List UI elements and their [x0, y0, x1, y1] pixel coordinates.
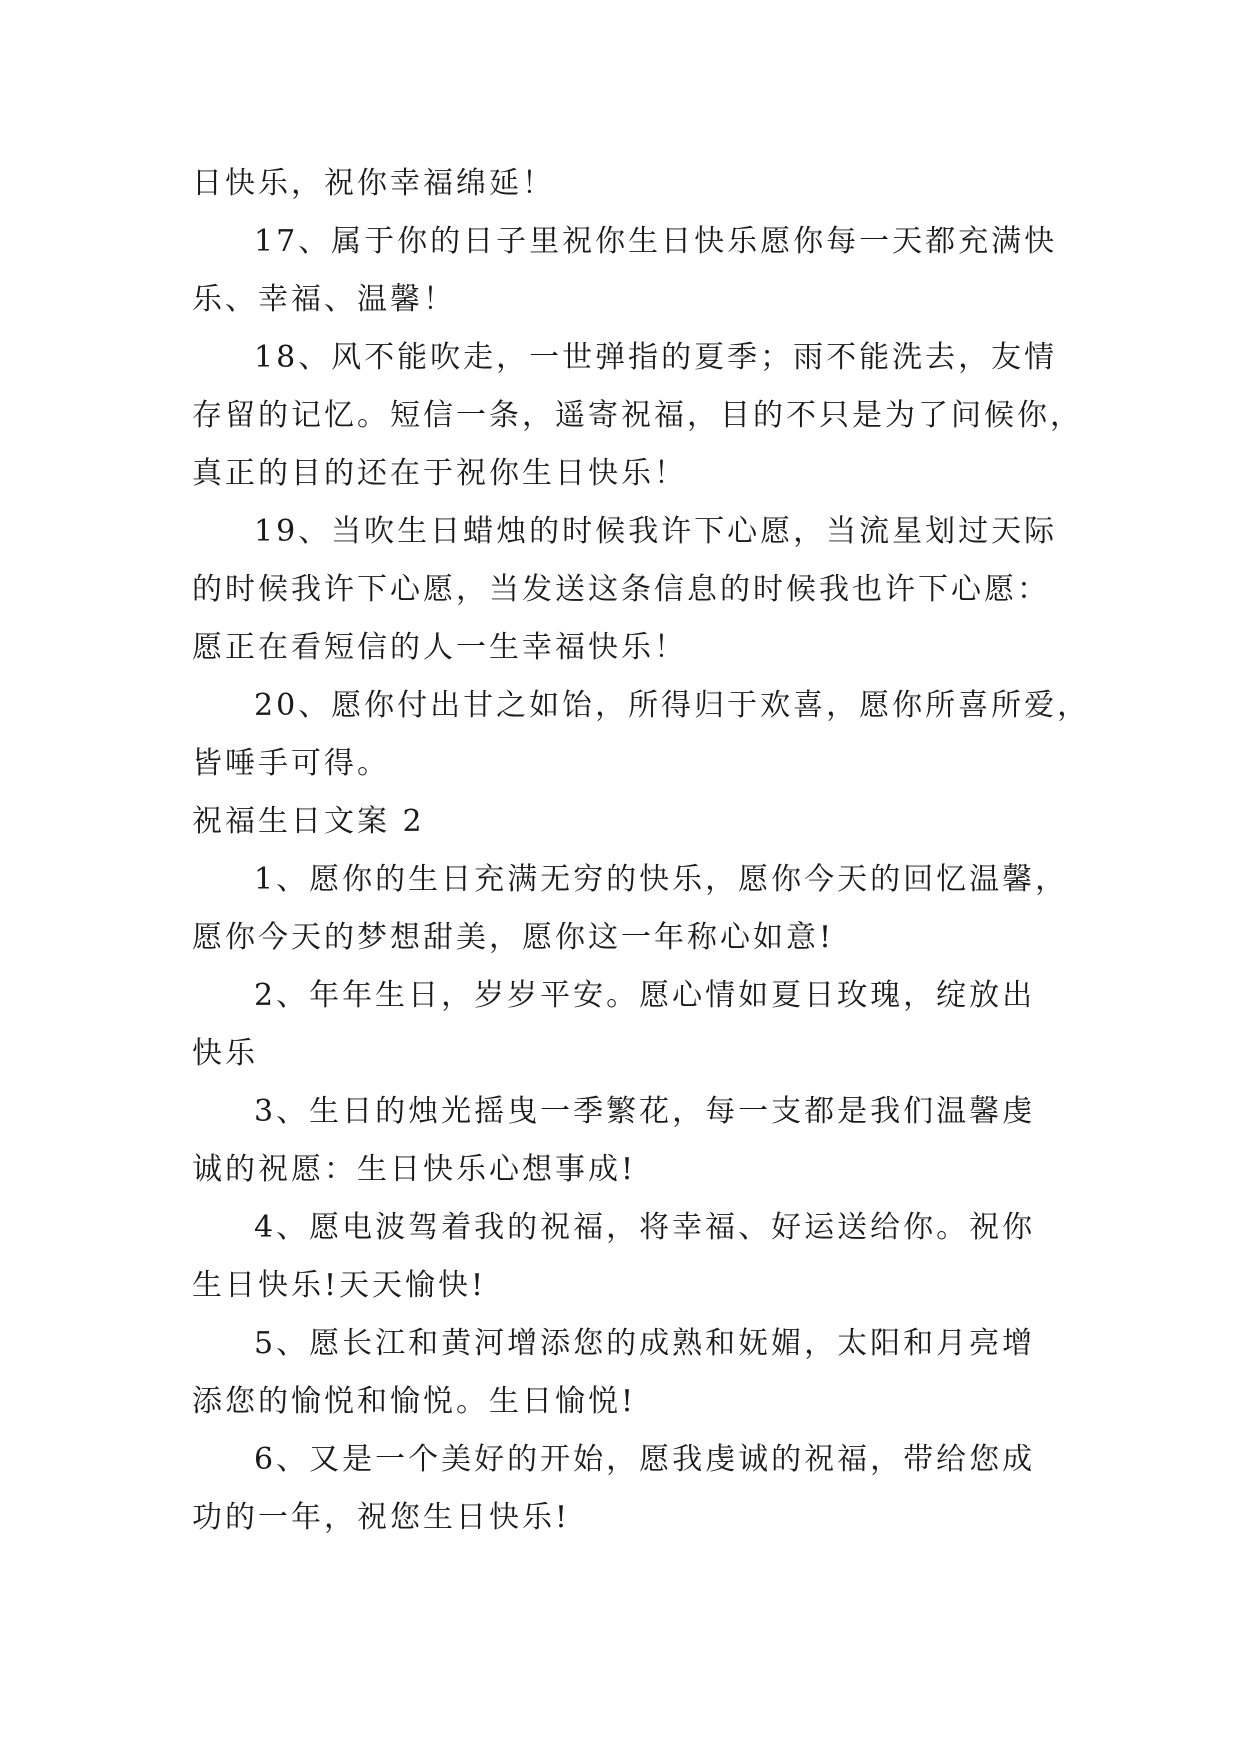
paragraph-line: 17、属于你的日子里祝你生日快乐愿你每一天都充满快 [254, 224, 1058, 259]
document-page [192, 155, 1091, 1547]
paragraph-line: 愿你今天的梦想甜美，愿你这一年称心如意! [192, 920, 835, 955]
paragraph-line: 功的一年，祝您生日快乐! [192, 1500, 571, 1535]
paragraph-line: 快乐 [192, 1036, 258, 1071]
paragraph-line: 乐、幸福、温馨！ [192, 282, 456, 317]
paragraph-line: 真正的目的还在于祝你生日快乐！ [192, 456, 687, 491]
paragraph-line: 1、愿你的生日充满无穷的快乐，愿你今天的回忆温馨， [254, 862, 1069, 897]
paragraph-line: 诚的祝愿：生日快乐心想事成! [192, 1152, 637, 1187]
paragraph-line: 2、年年生日，岁岁平安。愿心情如夏日玫瑰，绽放出 [254, 978, 1036, 1013]
paragraph-line: 的时候我许下心愿，当发送这条信息的时候我也许下心愿： [192, 572, 1050, 607]
paragraph-line: 4、愿电波驾着我的祝福，将幸福、好运送给你。祝你 [254, 1210, 1036, 1245]
paragraph-line: 5、愿长江和黄河增添您的成熟和妩媚，太阳和月亮增 [254, 1326, 1036, 1361]
paragraph-line: 皆唾手可得。 [192, 746, 390, 781]
paragraph-line: 愿正在看短信的人一生幸福快乐！ [192, 630, 687, 665]
paragraph-line: 添您的愉悦和愉悦。生日愉悦! [192, 1384, 637, 1419]
paragraph-line: 存留的记忆。短信一条，遥寄祝福，目的不只是为了问候你， [192, 398, 1083, 433]
paragraph-line: 6、又是一个美好的开始，愿我虔诚的祝福，带给您成 [254, 1442, 1036, 1477]
section-heading: 祝福生日文案 2 [192, 804, 425, 839]
paragraph-line: 20、愿你付出甘之如饴，所得归于欢喜，愿你所喜所爱， [254, 688, 1091, 723]
paragraph-line: 18、风不能吹走，一世弹指的夏季；雨不能洗去，友情 [254, 340, 1058, 375]
paragraph-line: 3、生日的烛光摇曳一季繁花，每一支都是我们温馨虔 [254, 1094, 1036, 1129]
paragraph-line: 日快乐，祝你幸福绵延！ [192, 166, 555, 201]
paragraph-line: 19、当吹生日蜡烛的时候我许下心愿，当流星划过天际 [254, 514, 1058, 549]
paragraph-line: 生日快乐!天天愉快! [192, 1268, 487, 1303]
